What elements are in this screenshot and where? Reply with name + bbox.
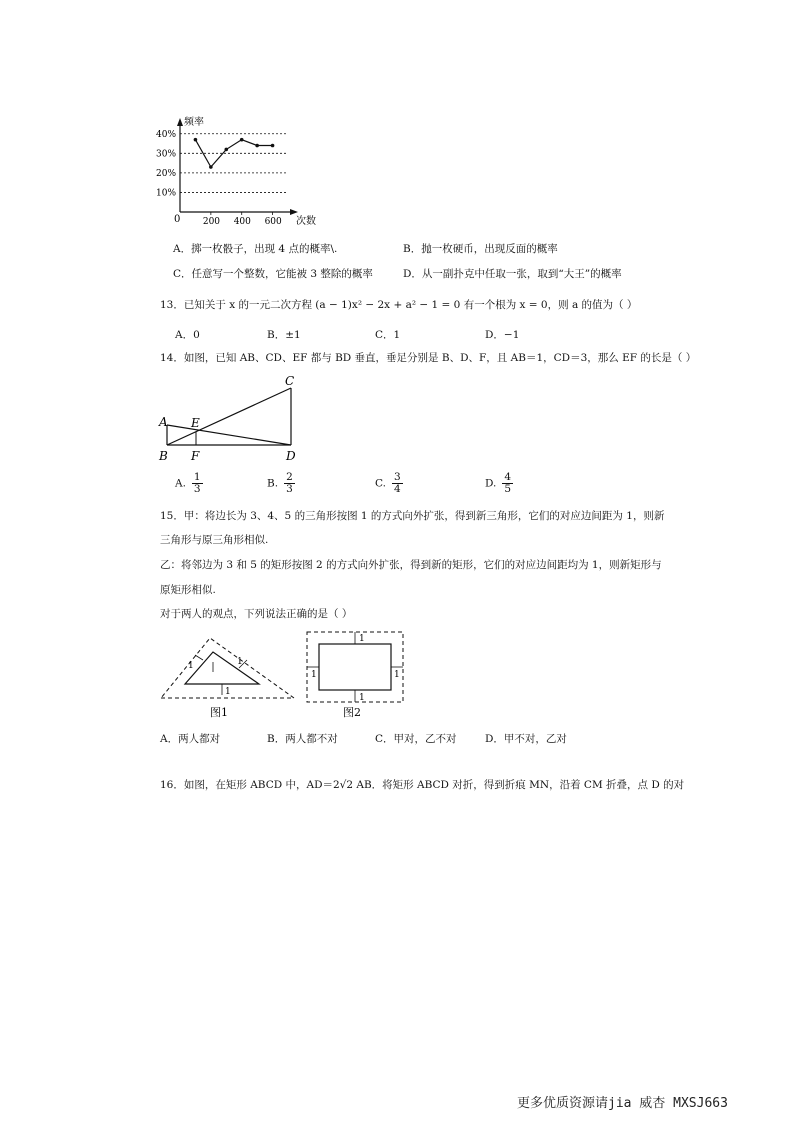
q14-option-b: B. $\frac{2}{3}$ — [267, 471, 293, 495]
data-point — [255, 144, 259, 148]
q14-stem: 14．如图，已知 AB、CD、EF 都与 BD 垂直，垂足分别是 B、D、F，且 AB＝1，CD＝3，那么 EF 的长是（ ） — [160, 352, 697, 364]
x-tick-label: 600 — [264, 217, 282, 227]
q15-option-b: B．两人都不对 — [267, 733, 338, 745]
q15-option-a: A．两人都对 — [160, 733, 221, 745]
y-tick-label: 30% — [156, 149, 177, 160]
q13-stem: 13．已知关于 x 的一元二次方程 (a − 1)x² − 2x + a² − 1 = 0 有一个根为 x = 0，则 a 的值为（ ） — [160, 299, 638, 311]
gap-label: 1 — [394, 670, 400, 680]
label-f: F — [191, 449, 200, 463]
gap-label: 1 — [188, 661, 194, 671]
q16-stem: 16．如图，在矩形 ABCD 中，AD＝2√2 AB．将矩形 ABCD 对折，得到折痕 MN，沿着 CM 折叠，点 D 的对 — [160, 779, 685, 791]
frequency-line-chart — [150, 112, 330, 232]
y-tick-label: 20% — [156, 168, 177, 179]
q15-option-c: C．甲对，乙不对 — [375, 733, 457, 745]
label-c: C — [285, 374, 295, 388]
q12-option-d: D．从一副扑克中任取一张，取到“大王”的概率 — [403, 268, 622, 280]
gap-label: 1 — [225, 687, 231, 697]
data-point — [194, 138, 198, 142]
q15-line-3: 乙：将邻边为 3 和 5 的矩形按图 2 的方式向外扩张，得到新的矩形，它们的对应边间距均为 1，则新矩形与 — [160, 559, 662, 571]
q13-option-d: D．−1 — [485, 329, 520, 341]
y-tick-label: 10% — [156, 188, 177, 199]
label-e: E — [191, 416, 200, 430]
q15-figure-2 — [303, 628, 408, 720]
data-point — [271, 144, 275, 148]
q15-line-2: 三角形与原三角形相似. — [160, 534, 269, 546]
x-tick-label: 200 — [202, 217, 221, 227]
gap-label: 1 — [311, 670, 317, 680]
q14-option-c: C. $\frac{3}{4}$ — [375, 471, 401, 495]
q13-option-b: B．±1 — [267, 329, 301, 341]
x-axis-arrow — [290, 209, 298, 215]
y-axis-arrow — [177, 118, 183, 126]
q12-option-b: B．抛一枚硬币，出现反面的概率 — [403, 243, 558, 255]
y-tick-label: 40% — [156, 129, 177, 140]
gap-label: 1 — [359, 634, 365, 644]
q15-line-5: 对于两人的观点，下列说法正确的是（ ） — [160, 608, 353, 620]
data-point — [240, 138, 244, 142]
q14-option-a: A. $\frac{1}{3}$ — [175, 471, 201, 495]
data-point — [224, 148, 228, 152]
y-axis-label: 频率 — [184, 117, 204, 128]
label-a: A — [159, 415, 168, 429]
q15-option-d: D．甲不对，乙对 — [485, 733, 567, 745]
q15-line-1: 15．甲：将边长为 3、4、5 的三角形按图 1 的方式向外扩张，得到新三角形，它们的对应边间距为 1，则新 — [160, 510, 665, 522]
figure-2-caption: 图2 — [343, 706, 361, 719]
label-b: B — [159, 449, 168, 463]
data-point — [209, 165, 213, 169]
q12-option-a: A．掷一枚骰子，出现 4 点的概率\. — [173, 243, 338, 255]
origin-label: 0 — [174, 214, 181, 225]
gap-label: 1 — [237, 657, 243, 667]
q13-option-c: C．1 — [375, 329, 401, 341]
gap-label: 1 — [359, 693, 365, 703]
q14-figure — [155, 372, 315, 464]
q12-option-c: C．任意写一个整数，它能被 3 整除的概率 — [173, 268, 373, 280]
chart-gridlines — [180, 134, 288, 193]
q15-figure-1 — [155, 628, 300, 720]
figure-1-caption: 图1 — [210, 706, 228, 719]
x-axis-label: 次数 — [296, 216, 316, 227]
footer-text: 更多优质资源请jia 威杏 MXSJ663 — [517, 1096, 728, 1111]
q14-option-d: D. $\frac{4}{5}$ — [485, 471, 512, 495]
label-d: D — [286, 449, 296, 463]
q15-line-4: 原矩形相似. — [160, 584, 216, 596]
q13-option-a: A．0 — [175, 329, 200, 341]
x-tick-label: 400 — [233, 217, 251, 227]
